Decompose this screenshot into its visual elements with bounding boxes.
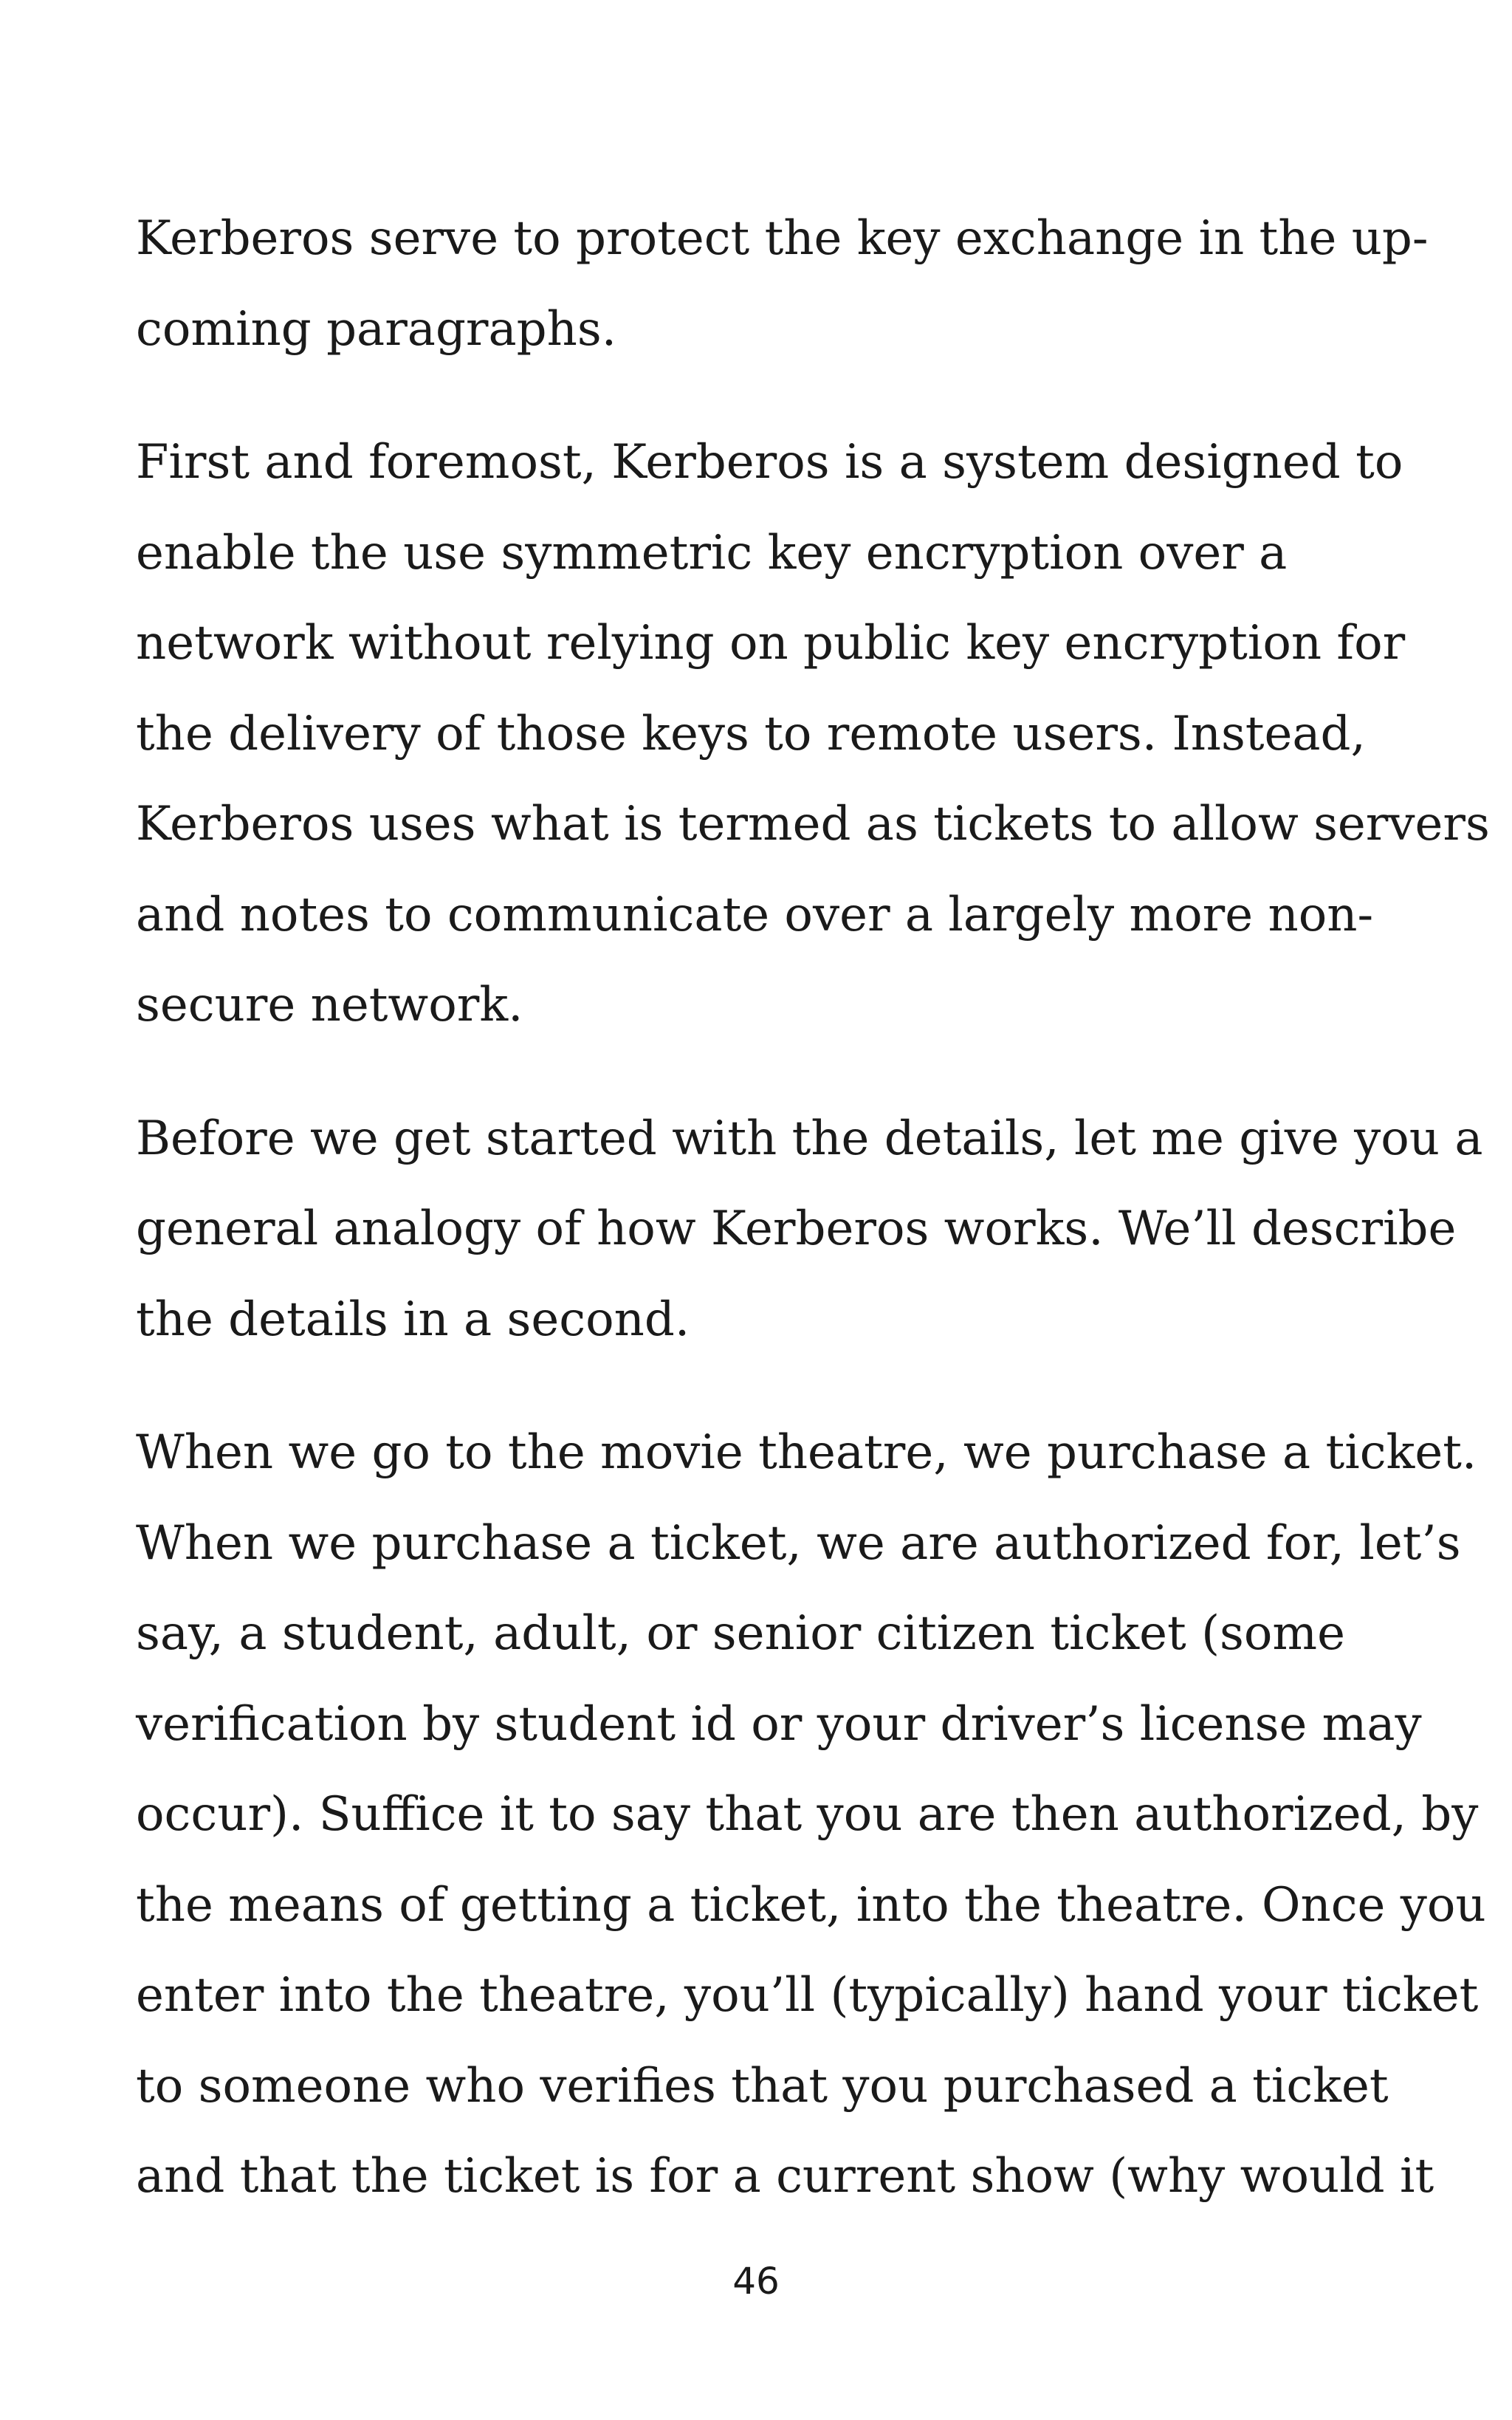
text-line: First and foremost, Kerberos is a system designed to bbox=[136, 435, 1403, 490]
text-line: secure network. bbox=[136, 978, 523, 1032]
body-text bbox=[136, 193, 1490, 2222]
text-line: coming paragraphs. bbox=[136, 301, 617, 357]
page-number: 46 bbox=[732, 2260, 780, 2303]
text-line: and notes to communicate over a largely more non- bbox=[136, 887, 1374, 942]
paragraph-2 bbox=[136, 417, 1490, 1051]
paragraph-1 bbox=[136, 193, 1429, 374]
text-line: enable the use symmetric key encryption over a bbox=[136, 525, 1288, 580]
text-line: enter into the theatre, you’ll (typically) hand your ticket bbox=[136, 1968, 1479, 2023]
text-line: network without relying on public key encryption for bbox=[136, 616, 1406, 671]
text-line: Kerberos serve to protect the key exchange in the up- bbox=[136, 211, 1429, 266]
text-line: the delivery of those keys to remote users. Instead, bbox=[136, 706, 1366, 761]
text-line: When we go to the movie theatre, we purchase a ticket. bbox=[136, 1425, 1477, 1480]
paragraph-3 bbox=[136, 1094, 1483, 1365]
text-line: say, a student, adult, or senior citizen ticket (some bbox=[136, 1606, 1345, 1661]
text-line: Kerberos uses what is termed as tickets to allow servers bbox=[136, 797, 1490, 851]
text-line: Before we get started with the details, let me give you a bbox=[136, 1111, 1483, 1166]
text-line: the means of getting a ticket, into the theatre. Once you bbox=[136, 1877, 1486, 1933]
text-line: general analogy of how Kerberos works. We’ll describe bbox=[136, 1202, 1457, 1256]
text-line: the details in a second. bbox=[136, 1292, 690, 1347]
text-line: verification by student id or your driver’s license may bbox=[136, 1696, 1422, 1752]
text-line: to someone who verifies that you purchased a ticket bbox=[136, 2058, 1389, 2114]
text-line: occur). Suffice it to say that you are then authorized, by bbox=[136, 1787, 1479, 1842]
text-line: and that the ticket is for a current show (why would it bbox=[136, 2149, 1434, 2204]
paragraph-4 bbox=[136, 1408, 1486, 2222]
text-line: When we purchase a ticket, we are authorized for, let’s bbox=[136, 1515, 1461, 1571]
